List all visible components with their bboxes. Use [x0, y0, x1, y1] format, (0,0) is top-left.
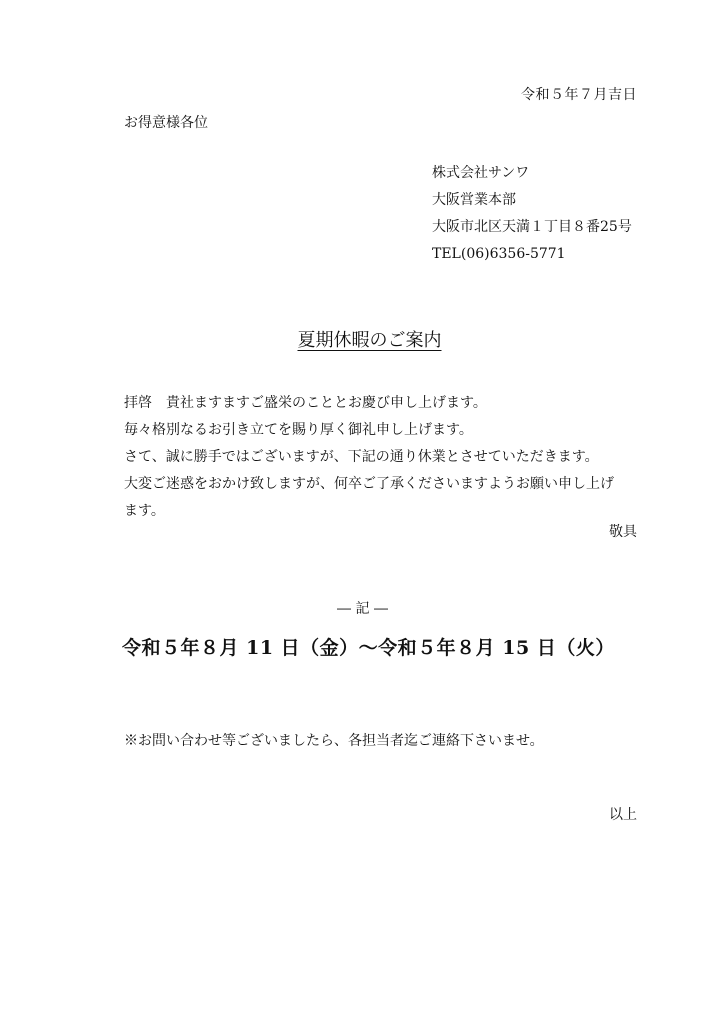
letter-title: 夏期休暇のご案内: [297, 330, 442, 351]
body-line: 拝啓 貴社ますますご盛栄のこととお慶び申し上げます。: [124, 395, 487, 411]
sender-department: 大阪営業本部: [432, 192, 516, 208]
body-line: 大変ご迷惑をおかけ致しますが、何卒ご了承くださいますようお願い申し上げ: [124, 476, 614, 492]
sender-block: [432, 160, 632, 268]
end-word: 以上: [609, 807, 637, 823]
letter-date: 令和５年７月吉日: [521, 87, 637, 103]
recipient: お得意様各位: [124, 115, 208, 131]
letter-body: [124, 390, 654, 525]
holiday-period: 令和５年８月 11 日（金）～令和５年８月 15 日（火）: [122, 637, 615, 659]
letter-title-wrap: [0, 326, 725, 352]
sender-address: 大阪市北区天満１丁目８番25号: [432, 219, 632, 235]
ki-heading: ― 記 ―: [337, 601, 388, 617]
contact-note: ※お問い合わせ等ございましたら、各担当者迄ご連絡下さいませ。: [124, 733, 544, 749]
sender-tel: TEL(06)6356-5771: [432, 246, 566, 262]
closing-word: 敬具: [609, 524, 637, 540]
body-line: さて、誠に勝手ではございますが、下記の通り休業とさせていただきます。: [124, 449, 599, 465]
body-line: ます。: [124, 503, 165, 519]
body-line: 毎々格別なるお引き立てを賜り厚く御礼申し上げます。: [124, 422, 473, 438]
sender-company: 株式会社サンワ: [432, 165, 530, 181]
